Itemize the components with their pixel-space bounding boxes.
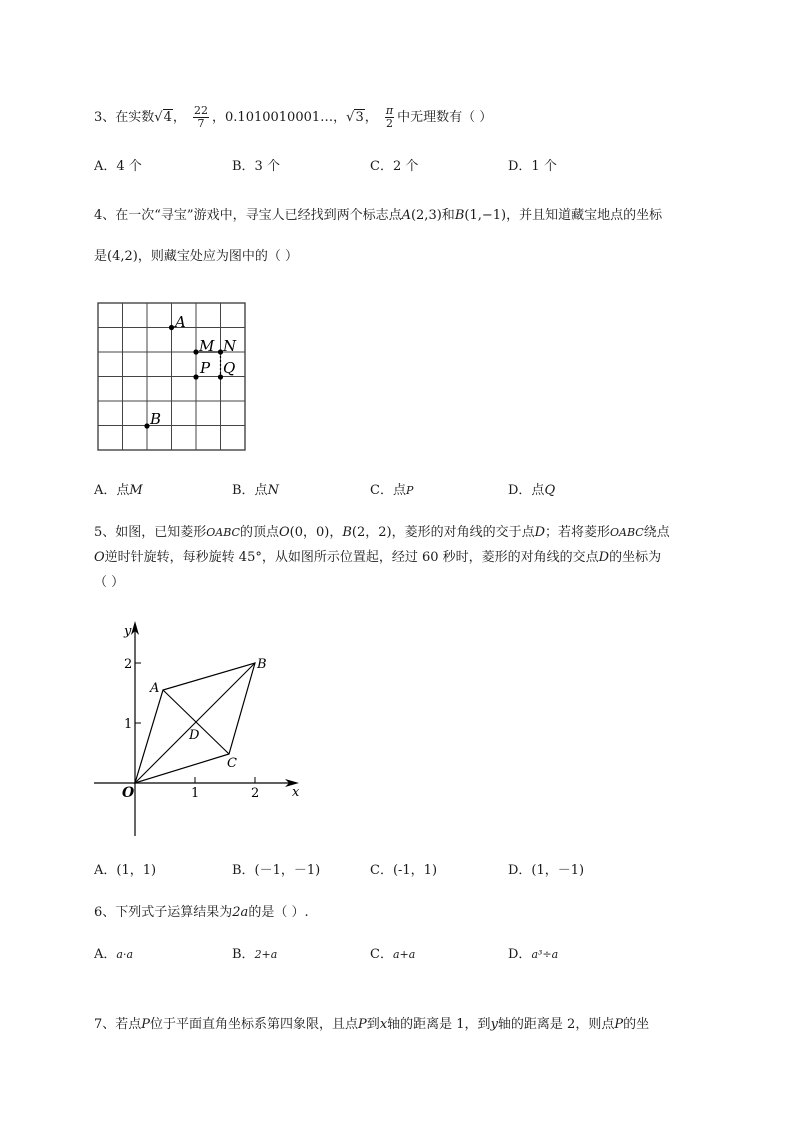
q4-option-b[interactable]: B．点N	[232, 483, 279, 498]
label-q: Q	[223, 359, 236, 377]
label-p: P	[200, 359, 211, 377]
label-d: D	[189, 728, 200, 743]
label-b: B	[257, 657, 267, 672]
label-m: M	[199, 337, 215, 355]
label-n: N	[223, 337, 237, 355]
q5-option-c[interactable]: C．(-1，1)	[370, 863, 438, 878]
q6-option-a[interactable]: A．a·a	[94, 947, 134, 962]
point-m	[193, 349, 198, 354]
label-b: B	[150, 410, 162, 428]
q5-option-b[interactable]: B．(－1，－1)	[232, 863, 321, 878]
q6-option-c[interactable]: C．a+a	[370, 947, 416, 962]
q4-stem-line1: 4、在一次“寻宝”游戏中，寻宝人已经找到两个标志点A(2,3)和B(1,−1)，并且知道藏宝地点的坐标	[94, 208, 663, 223]
label-o: O	[122, 785, 135, 801]
q3-option-a[interactable]: A．4 个	[94, 159, 142, 174]
q4-option-c[interactable]: C．点P	[370, 483, 414, 498]
q6-stem: 6、下列式子运算结果为2a的是（ ）.	[94, 905, 309, 920]
y-tick-label-1: 1	[124, 717, 133, 732]
label-a: A	[150, 681, 160, 696]
x-tick-label-2: 2	[251, 786, 260, 801]
label-a: A	[175, 313, 186, 331]
q3-option-b[interactable]: B．3 个	[232, 159, 280, 174]
y-tick-label-2: 2	[124, 657, 133, 672]
q5-stem-line3: （ ）	[94, 575, 125, 590]
q4-grid-figure	[95, 300, 250, 456]
point-p	[193, 374, 198, 379]
axis-x-label: x	[292, 785, 300, 800]
q7-stem: 7、若点P位于平面直角坐标系第四象限，且点P到x轴的距离是 1，到y轴的距离是 2，则点P的坐	[94, 1017, 650, 1032]
label-c: C	[227, 756, 237, 771]
point-b	[144, 423, 149, 428]
x-tick-label-1: 1	[191, 786, 200, 801]
q6-option-d[interactable]: D．a³÷a	[508, 947, 559, 962]
q5-option-d[interactable]: D．(1，－1)	[508, 863, 585, 878]
q5-stem-line2: O逆时针旋转，每秒旋转 45°，从如图所示位置起，经过 60 秒时，菱形的对角线的交点D的坐标为	[94, 550, 662, 565]
q4-option-a[interactable]: A．点M	[94, 483, 143, 498]
q4-option-d[interactable]: D．点Q	[508, 483, 556, 498]
q4-stem-line2: 是(4,2)，则藏宝处应为图中的（ ）	[94, 249, 298, 264]
q3-stem: 3、在实数√4， $\frac{22}{7}$ ，0.1010010001…，√3， $\frac{\pi}{2}$ 中无理数有（ ）	[94, 104, 493, 130]
q5-rhombus-figure	[90, 618, 310, 840]
q5-stem-line1: 5、如图，已知菱形OABC的顶点O(0，0)，B(2，2)，菱形的对角线的交于点D；若将菱形OABC绕点	[94, 525, 670, 540]
fraction-22-7: $\frac{22}{7}$	[194, 104, 209, 130]
sqrt-3: √3	[346, 110, 364, 125]
q3-option-d[interactable]: D．1 个	[508, 159, 557, 174]
point-a	[169, 325, 174, 330]
fraction-pi-2: $\frac{\pi}{2}$	[385, 104, 394, 130]
sqrt-4: √4	[154, 110, 172, 125]
axis-y-label: y	[124, 624, 132, 639]
q3-option-c[interactable]: C．2 个	[370, 159, 419, 174]
q5-option-a[interactable]: A．(1，1)	[94, 863, 157, 878]
q6-option-b[interactable]: B．2+a	[232, 947, 278, 962]
